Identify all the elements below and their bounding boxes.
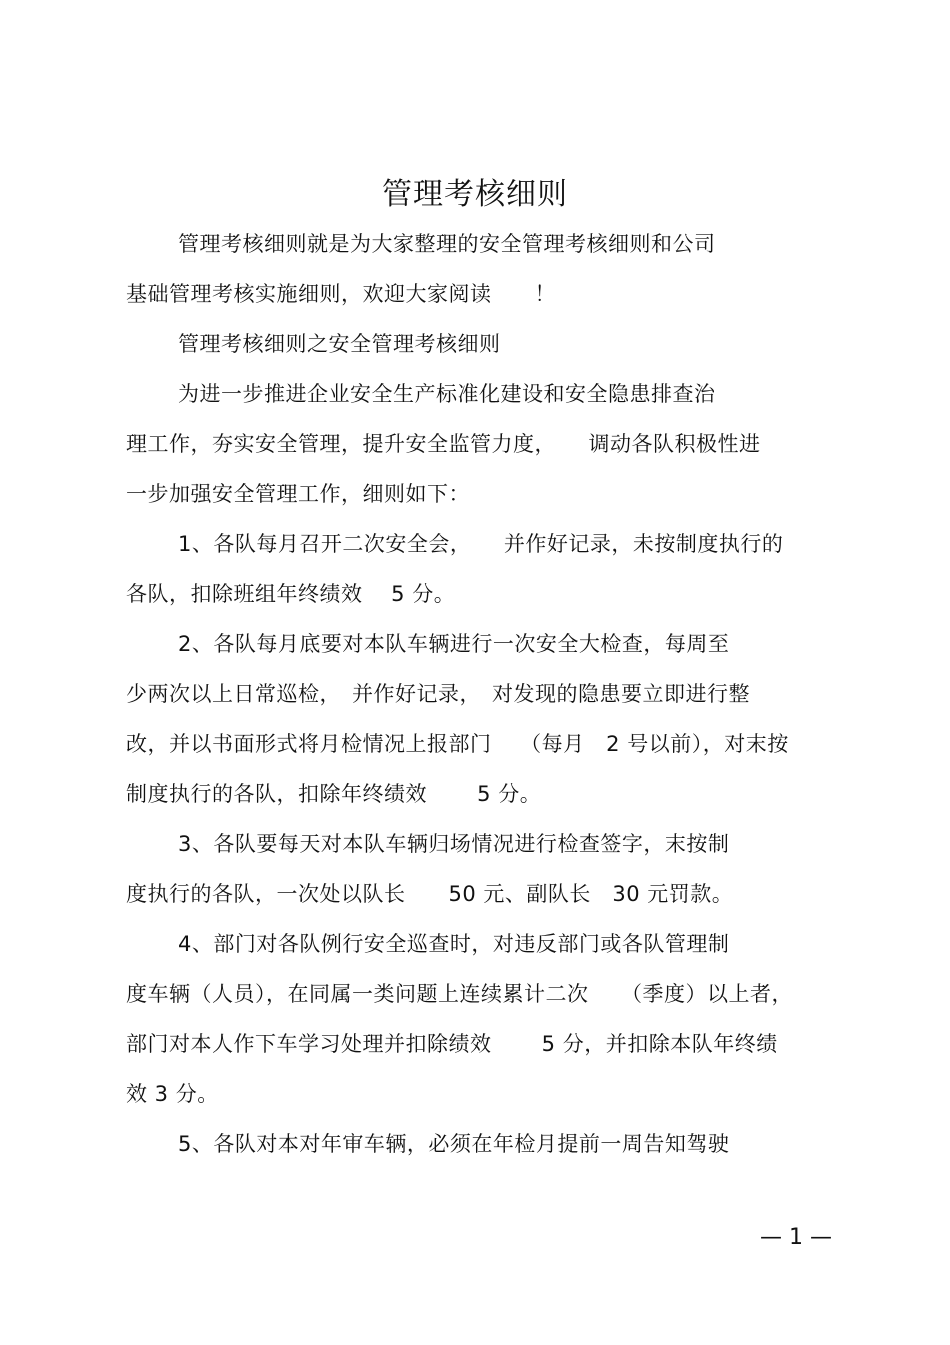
section-heading: 管理考核细则之安全管理考核细则 (178, 332, 501, 356)
rule-item-1-cont: 各队，扣除班组年终绩效 5 分。 (126, 582, 456, 606)
document-title: 管理考核细则 (382, 177, 568, 212)
rule-item-3-cont: 度执行的各队，一次处以队长 50 元、副队长 30 元罚款。 (126, 882, 734, 906)
rule-item-3: 3、各队要每天对本队车辆归场情况进行检查签字，末按制 (178, 832, 730, 856)
paragraph-line: 为进一步推进企业安全生产标准化建设和安全隐患排查治 (178, 382, 716, 406)
rule-item-4: 4、部门对各队例行安全巡查时，对违反部门或各队管理制 (178, 932, 730, 956)
rule-item-1: 1、各队每月召开二次安全会， 并作好记录，未按制度执行的 (178, 532, 784, 556)
page-number: — 1 — (760, 1225, 832, 1250)
paragraph-line: 一步加强安全管理工作，细则如下： (126, 482, 470, 506)
rule-item-2-cont: 少两次以上日常巡检， 并作好记录， 对发现的隐患要立即进行整 (126, 682, 750, 706)
rule-item-2-cont: 改，并以书面形式将月检情况上报部门 （每月 2 号以前），对末按 (126, 732, 789, 756)
rule-item-5: 5、各队对本对年审车辆，必须在年检月提前一周告知驾驶 (178, 1132, 730, 1156)
rule-item-4-cont: 效 3 分。 (126, 1082, 219, 1106)
rule-item-4-cont: 部门对本人作下车学习处理并扣除绩效 5 分，并扣除本队年终绩 (126, 1032, 778, 1056)
rule-item-2-cont: 制度执行的各队，扣除年终绩效 5 分。 (126, 782, 542, 806)
paragraph-line: 基础管理考核实施细则，欢迎大家阅读 ！ (126, 282, 556, 306)
paragraph-line: 理工作，夯实安全管理，提升安全监管力度， 调动各队积极性进 (126, 432, 761, 456)
paragraph-line: 管理考核细则就是为大家整理的安全管理考核细则和公司 (178, 232, 716, 256)
rule-item-4-cont: 度车辆（人员），在同属一类问题上连续累计二次 （季度）以上者， (126, 982, 793, 1006)
rule-item-2: 2、各队每月底要对本队车辆进行一次安全大检查，每周至 (178, 632, 730, 656)
